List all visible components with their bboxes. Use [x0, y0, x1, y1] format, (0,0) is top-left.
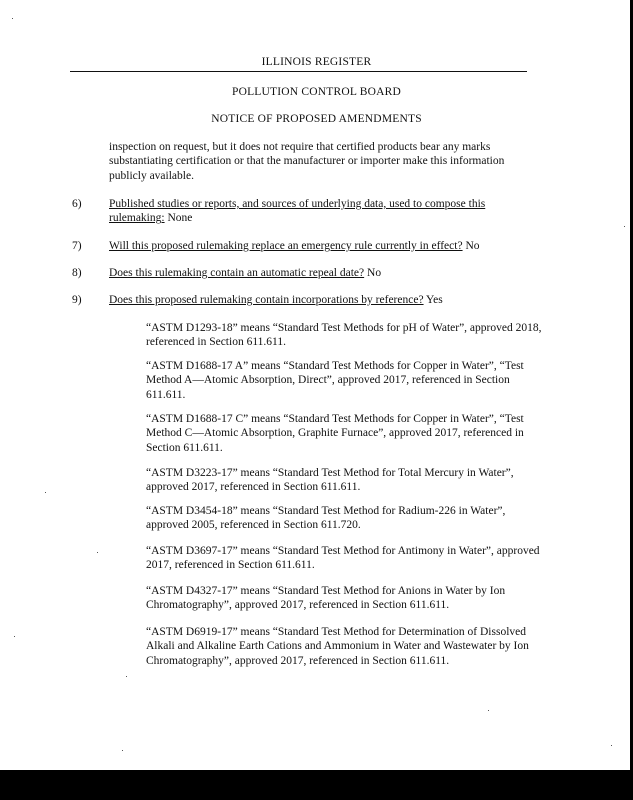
reference-entry: “ASTM D3223-17” means “Standard Test Method for Total Mercury in Water”, approved 2017, referenced in Section 611.611. [146, 467, 514, 494]
header-rule [70, 71, 527, 72]
item-number: 6) [72, 198, 82, 210]
item-9 [109, 293, 529, 307]
item-answer: None [167, 212, 193, 225]
intro-paragraph: inspection on request, but it does not require that certified products bear any marks substantiating certification or that the manufacturer or importer make this information publicly available. [109, 141, 505, 182]
scan-speck [611, 745, 612, 746]
reference-entry: “ASTM D1688-17 A” means “Standard Test Methods for Copper in Water”, “Test Method A—Atomic Absorption, Direct”, approved 2017, referenced in Section 611.611. [146, 360, 524, 401]
item-question: Does this proposed rulemaking contain incorporations by reference? [109, 294, 424, 306]
scan-speck [488, 710, 489, 711]
item-question: Will this proposed rulemaking replace an emergency rule currently in effect? [109, 240, 463, 252]
item-6 [109, 197, 519, 226]
reference-entry: “ASTM D1293-18” means “Standard Test Methods for pH of Water”, approved 2018, referenced in Section 611.611. [146, 322, 542, 349]
item-number: 9) [72, 294, 82, 306]
item-question: Does this rulemaking contain an automatic repeal date? [109, 267, 365, 279]
scan-speck [126, 676, 127, 677]
item-number: 8) [72, 267, 82, 279]
reference-entry: “ASTM D6919-17” means “Standard Test Method for Determination of Dissolved Alkali and Alkaline Earth Cations and Ammonium in Water and Wastewater by Ion Chromatography”, approved 2017, referenced in Section 611.611. [146, 626, 529, 667]
reference-entry: “ASTM D3454-18” means “Standard Test Method for Radium-226 in Water”, approved 2005, referenced in Section 611.720. [146, 505, 506, 532]
item-answer: No [465, 240, 480, 252]
item-question: Published studies or reports, and sources of underlying data, used to compose this rulemaking: [109, 198, 486, 225]
scan-speck [122, 750, 123, 751]
item-number: 7) [72, 240, 82, 252]
scan-speck [14, 636, 15, 637]
item-8 [109, 266, 529, 280]
item-answer: Yes [426, 294, 443, 306]
reference-entry: “ASTM D4327-17” means “Standard Test Method for Anions in Water by Ion Chromatography”, approved 2017, referenced in Section 611.611. [146, 585, 506, 612]
notice-title: NOTICE OF PROPOSED AMENDMENTS [211, 113, 422, 125]
item-answer: No [367, 267, 382, 279]
scan-speck [97, 552, 98, 553]
reference-entry: “ASTM D3697-17” means “Standard Test Method for Antimony in Water”, approved 2017, referenced in Section 611.611. [146, 545, 540, 572]
scan-bottom-border [0, 770, 633, 800]
item-7 [109, 239, 529, 253]
reference-entry: “ASTM D1688-17 C” means “Standard Test Methods for Copper in Water”, “Test Method C—Atomic Absorption, Graphite Furnace”, approved 2017, referenced in Section 611.611. [146, 413, 524, 454]
register-title: ILLINOIS REGISTER [261, 56, 372, 68]
scan-speck [12, 18, 13, 19]
scan-speck [624, 226, 625, 227]
scan-speck [45, 492, 46, 493]
board-title: POLLUTION CONTROL BOARD [231, 86, 401, 98]
